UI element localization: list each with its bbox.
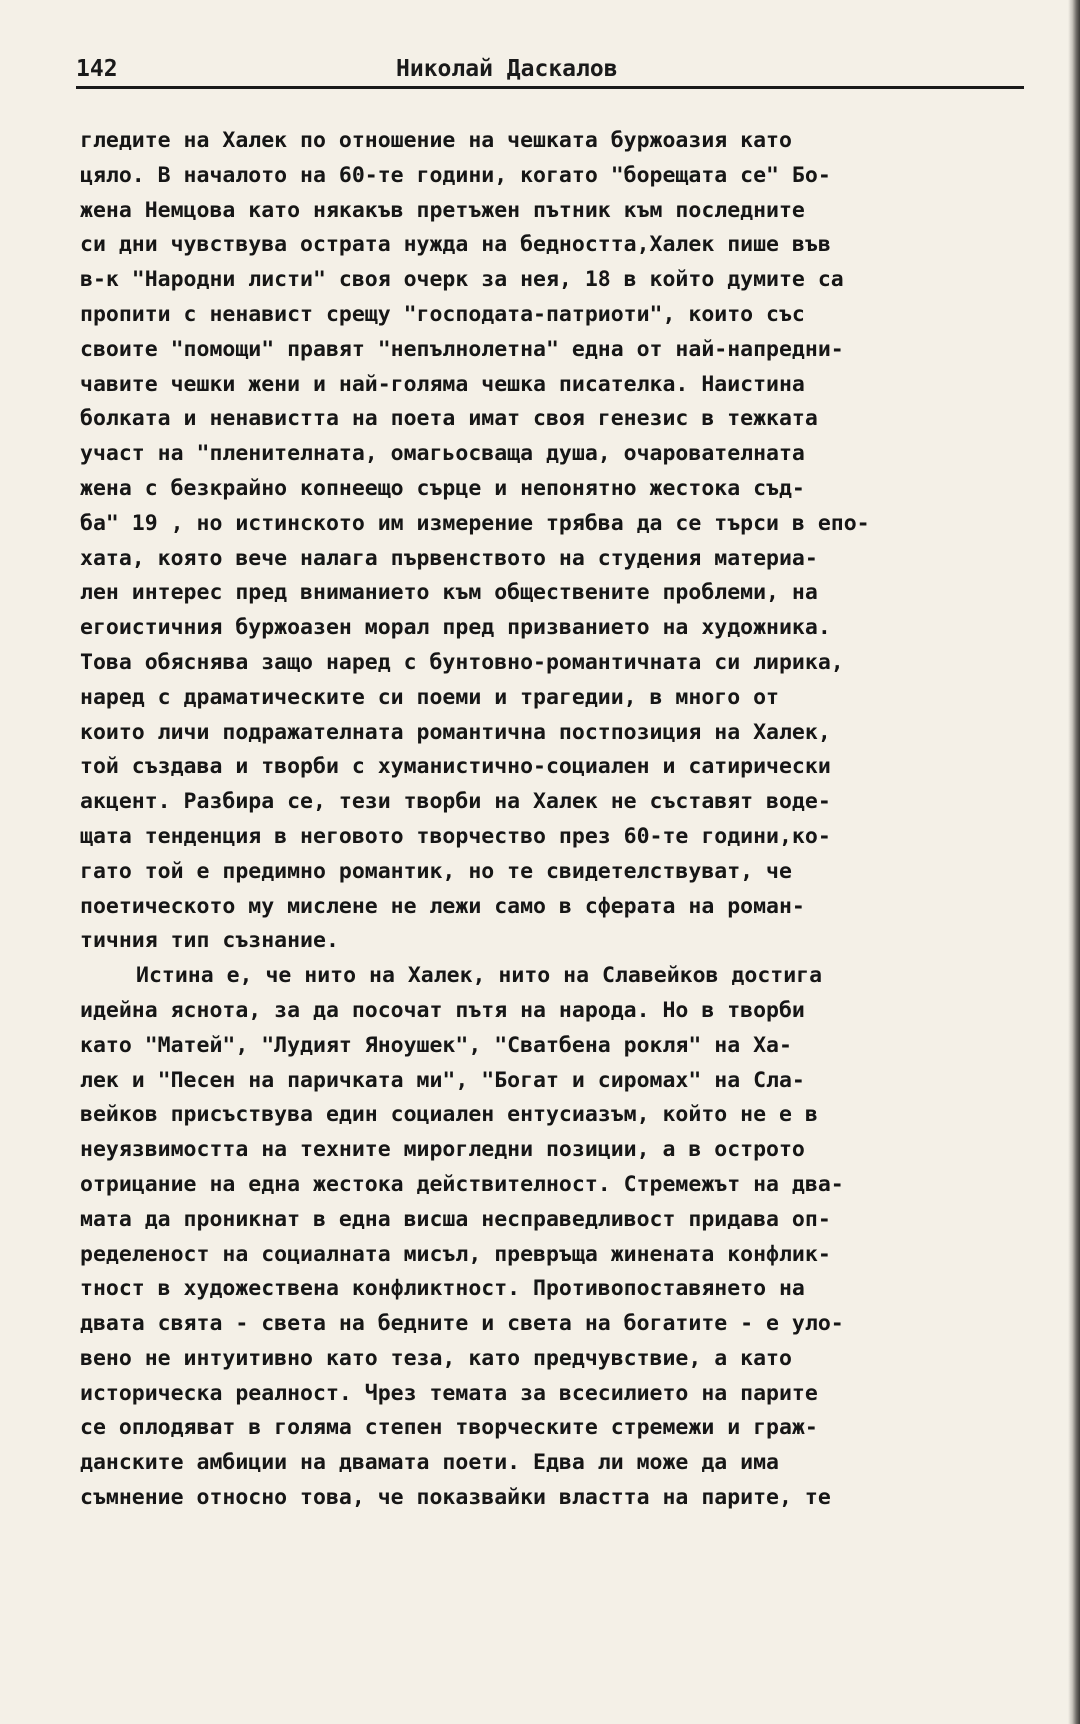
text-line: съмнение относно това, че показвайки властта на парите, те — [80, 1485, 831, 1511]
text-line: акцент. Разбира се, тези творби на Халек не съставят воде- — [80, 789, 831, 815]
text-line: своите "помощи" правят "непълнолетна" една от най-напредни- — [80, 336, 844, 362]
text-line: като "Матей", "Лудият Яноушек", "Сватбена рокля" на Ха- — [80, 1032, 792, 1058]
text-line: които личи подражателната романтична постпозиция на Халек, — [80, 719, 831, 745]
text-line: егоистичния буржоазен морал пред призванието на художника. — [80, 615, 831, 641]
text-line: мата да проникнат в една висша несправедливост придава оп- — [80, 1206, 831, 1232]
text-line: поетическото му мислене не лежи само в сферата на роман- — [80, 893, 805, 919]
text-line: лен интерес пред вниманието към обществените проблеми, на — [80, 580, 818, 606]
text-line: участ на "пленителната, омагьосваща душа, очарователната — [80, 441, 805, 467]
text-line: двата свята - света на бедните и света на богатите - е уло- — [80, 1311, 844, 1337]
text-line: лек и "Песен на паричката ми", "Богат и сиромах" на Сла- — [80, 1067, 805, 1093]
text-line: вейков присъствува един социален ентусиазъм, който не е в — [80, 1102, 818, 1128]
text-line: хата, която вече налага първенството на студения материа- — [80, 545, 818, 571]
text-line: цяло. В началото на 60-те години, когато "борещата се" Бо- — [80, 162, 831, 188]
paragraph-2 — [80, 959, 1028, 1516]
text-line: вено не интуитивно като теза, като предчувствие, а като — [80, 1345, 792, 1371]
page-header — [76, 52, 1024, 88]
text-line: гледите на Халек по отношение на чешката буржоазия като — [80, 128, 792, 153]
text-line: чавите чешки жени и най-голяма чешка писателка. Наистина — [80, 371, 805, 397]
text-line: Истина е, че нито на Халек, нито на Славейков достига — [136, 963, 823, 989]
text-line: неуязвимостта на техните мирогледни позиции, а в острото — [80, 1137, 805, 1163]
body-text — [80, 124, 1028, 1516]
text-line: в-к "Народни листи" своя очерк за нея, 18 в който думите са — [80, 267, 844, 293]
text-line: тност в художествена конфликтност. Противопоставянето на — [80, 1276, 805, 1302]
text-line: ба" 19 , но истинското им измерение трябва да се търси в епо- — [80, 510, 870, 536]
text-line: болката и ненавистта на поета имат своя генезис в тежката — [80, 406, 818, 432]
text-line: жена Немцова като някакъв претъжен пътник към последните — [80, 197, 805, 223]
text-line: историческа реалност. Чрез темата за всесилието на парите — [80, 1380, 818, 1406]
page-number: 142 — [76, 56, 118, 82]
running-head: Николай Даскалов — [396, 56, 618, 82]
text-line: идейна яснота, за да посочат пътя на народа. Но в творби — [80, 997, 805, 1023]
paragraph-1 — [80, 124, 1028, 959]
text-line: ределеност на социалната мисъл, превръща жинената конфлик- — [80, 1241, 831, 1267]
text-line: се оплодяват в голяма степен творческите стремежи и граж- — [80, 1415, 818, 1441]
text-line: той създава и творби с хуманистично-социален и сатирически — [80, 754, 831, 780]
header-rule — [76, 86, 1024, 89]
text-line: Това обяснява защо наред с бунтовно-романтичната си лирика, — [80, 649, 844, 675]
text-line: щата тенденция в неговото творчество през 60-те години,ко- — [80, 823, 831, 849]
page-edge-shadow — [1068, 0, 1080, 1724]
text-line: наред с драматическите си поеми и трагедии, в много от — [80, 684, 779, 710]
text-line: пропити с ненавист срещу "господата-патриоти", които със — [80, 301, 805, 327]
text-line: си дни чувствува острата нужда на бедността,Халек пише във — [80, 232, 831, 258]
text-line: тичния тип съзнание. — [80, 928, 339, 954]
text-line: жена с безкрайно копнеещо сърце и непонятно жестока съд- — [80, 475, 805, 501]
text-line: отрицание на една жестока действителност. Стремежът на два- — [80, 1171, 844, 1197]
text-line: гато той е предимно романтик, но те свидетелствуват, че — [80, 858, 792, 884]
text-line: данските амбиции на двамата поети. Едва ли може да има — [80, 1450, 779, 1476]
